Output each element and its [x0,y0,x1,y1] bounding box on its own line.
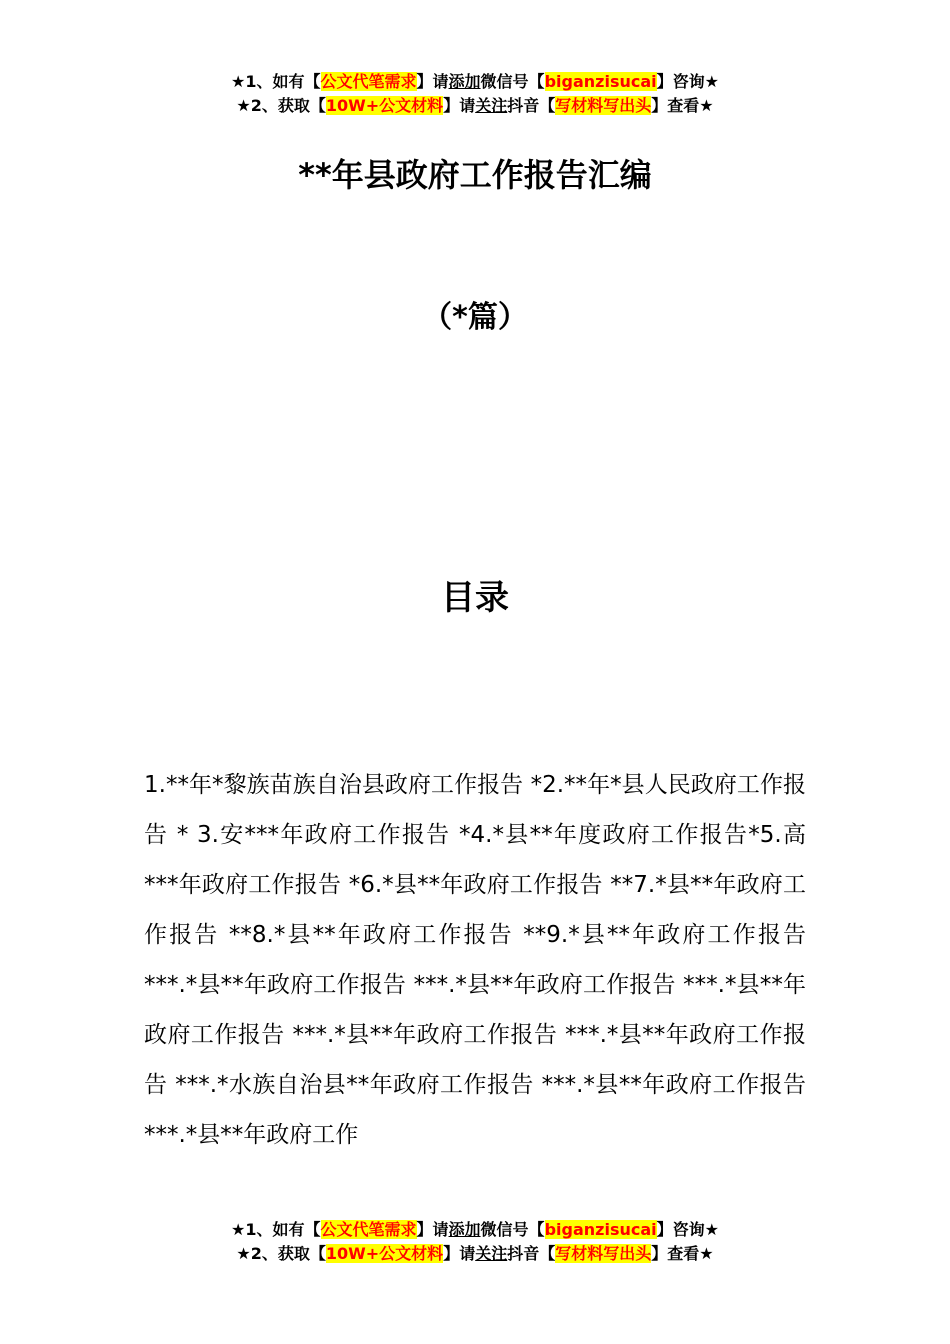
banner-underlined-text: 添加 [448,72,481,91]
banner-line-2 [0,1242,950,1266]
banner-text: 】请 [416,1220,449,1239]
banner-highlight: 公文代笔需求 [320,1220,417,1239]
banner-text: 】查看★ [651,96,714,115]
banner-highlight: biganzisucai [544,72,657,91]
bottom-banner [0,1218,950,1266]
banner-line-2 [0,94,950,118]
banner-highlight: biganzisucai [544,1220,657,1239]
banner-text: 】请 [443,96,476,115]
banner-text: ★1、如有【 [231,1220,321,1239]
banner-highlight: 公文代笔需求 [320,72,417,91]
banner-highlight: 10W+公文材料 [325,96,444,115]
toc-heading: 目录 [441,578,509,618]
banner-text: 抖音【 [507,1244,556,1263]
document-count: （*篇） [422,300,528,335]
banner-text: 】咨询★ [656,72,719,91]
banner-text: 抖音【 [507,96,556,115]
banner-line-1 [0,1218,950,1242]
banner-underlined-text: 添加 [448,1220,481,1239]
banner-line-1 [0,70,950,94]
banner-highlight: 写材料写出头 [555,96,652,115]
banner-text: 】咨询★ [656,1220,719,1239]
toc-body: 1.**年*黎族苗族自治县政府工作报告 *2.**年*县人民政府工作报告 * 3.安***年政府工作报告 *4.*县**年度政府工作报告*5.高***年政府工作报告 *6.*县**年政府工作报告 **7.*县**年政府工作报告 **8.*县**年政府工作报告 **9.*县**年政府工作报告 ***.*县**年政府工作报告 ***.*县**年政府工作报告 ***.*县**年政府工作报告 ***.*县**年政府工作报告 ***.*县**年政府工作报告 ***.*水族自治县**年政府工作报告 ***.*县**年政府工作报告 ***.*县**年政府工作 [144,772,806,1148]
banner-text: 微信号【 [480,1220,545,1239]
banner-text: ★1、如有【 [231,72,321,91]
banner-underlined-text: 关注 [475,1244,508,1263]
document-title: **年县政府工作报告汇编 [298,156,652,194]
banner-highlight: 写材料写出头 [555,1244,652,1263]
banner-text: 】查看★ [651,1244,714,1263]
banner-text: ★2、获取【 [236,1244,326,1263]
top-banner [0,70,950,118]
banner-highlight: 10W+公文材料 [325,1244,444,1263]
banner-text: ★2、获取【 [236,96,326,115]
banner-text: 】请 [416,72,449,91]
banner-text: 】请 [443,1244,476,1263]
banner-text: 微信号【 [480,72,545,91]
banner-underlined-text: 关注 [475,96,508,115]
